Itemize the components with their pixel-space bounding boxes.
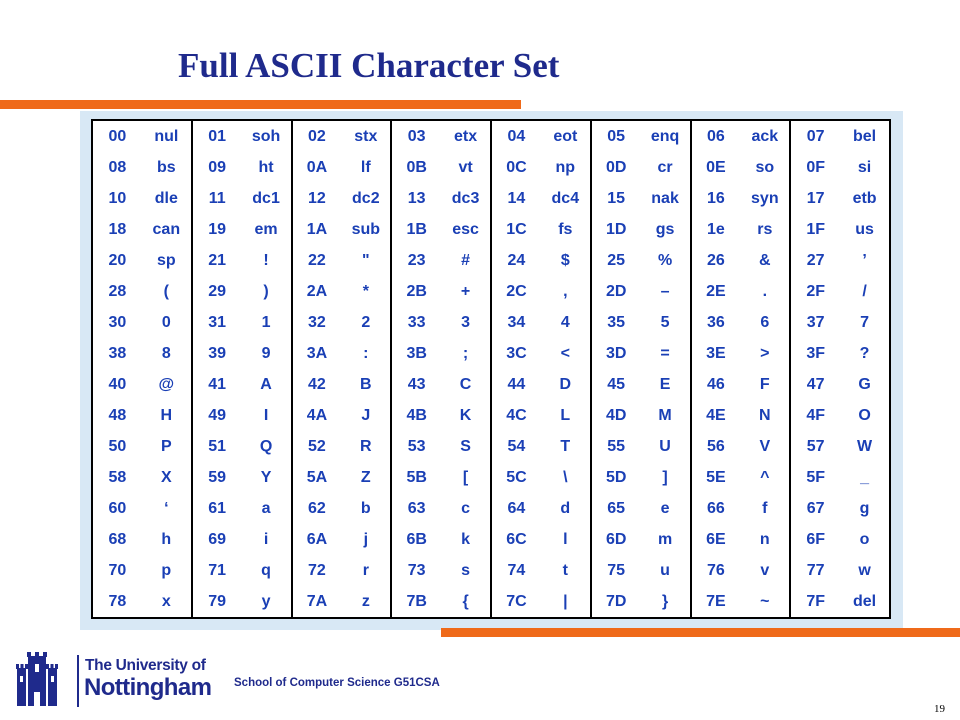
character-cell: +: [441, 276, 491, 307]
character-cell: m: [641, 524, 691, 555]
hex-code-cell: 20: [108, 251, 127, 269]
character-cell: cr: [641, 152, 691, 183]
hex-code-cell: 0D: [605, 158, 627, 176]
character-cell: g: [859, 499, 870, 517]
hex-code-cell: 0F: [806, 158, 826, 176]
character-cell: 2: [341, 307, 391, 338]
character-cell: p: [142, 555, 192, 586]
hex-code-cell: 4A: [306, 406, 328, 424]
ascii-row: [92, 400, 890, 431]
hex-code-cell: 18: [108, 220, 127, 238]
character-cell: V: [740, 431, 790, 462]
character-cell: bs: [142, 152, 192, 183]
character-cell: u: [641, 555, 691, 586]
hex-code-cell: 5A: [306, 468, 328, 486]
character-cell: H: [142, 400, 192, 431]
university-logo: [14, 652, 210, 710]
hex-code-cell: 1D: [605, 220, 627, 238]
hex-code-cell: 67: [806, 499, 825, 517]
hex-code-cell: 59: [208, 468, 227, 486]
hex-code-cell: 72: [308, 561, 326, 579]
character-cell: w: [858, 561, 871, 579]
hex-code-cell: 70: [108, 561, 127, 579]
character-cell: $: [541, 245, 591, 276]
character-cell: f: [740, 493, 790, 524]
character-cell: t: [541, 555, 591, 586]
hex-code-cell: 5D: [605, 468, 627, 486]
hex-code-cell: 6A: [306, 530, 328, 548]
hex-code-cell: 4F: [806, 406, 826, 424]
hex-code-cell: 7D: [605, 592, 627, 610]
character-cell: fs: [541, 214, 591, 245]
ascii-row: [92, 152, 890, 183]
hex-code-cell: 3D: [605, 344, 627, 362]
hex-code-cell: 0A: [306, 158, 328, 176]
hex-code-cell: 39: [208, 344, 227, 362]
logo-line-2: Nottingham: [84, 674, 212, 701]
character-cell: –: [641, 276, 691, 307]
character-cell: np: [541, 152, 591, 183]
ascii-table-frame: [80, 111, 903, 630]
hex-code-cell: 77: [806, 561, 825, 579]
character-cell: ,: [541, 276, 591, 307]
character-cell: X: [142, 462, 192, 493]
character-cell: B: [341, 369, 391, 400]
character-cell: c: [441, 493, 491, 524]
character-cell: soh: [242, 120, 292, 152]
character-cell: |: [541, 586, 591, 618]
character-cell: sub: [341, 214, 391, 245]
character-cell: d: [541, 493, 591, 524]
hex-code-cell: 65: [607, 499, 626, 517]
ascii-row: [92, 245, 890, 276]
hex-code-cell: 31: [208, 313, 227, 331]
character-cell: J: [341, 400, 391, 431]
character-cell: o: [859, 530, 870, 548]
hex-code-cell: 1A: [306, 220, 328, 238]
character-cell: {: [441, 586, 491, 618]
character-cell: =: [641, 338, 691, 369]
character-cell: O: [858, 406, 871, 424]
ascii-row: [92, 586, 890, 618]
hex-code-cell: 36: [707, 313, 725, 331]
character-cell: q: [242, 555, 292, 586]
character-cell: F: [740, 369, 790, 400]
hex-code-cell: 42: [308, 375, 326, 393]
ascii-row: [92, 183, 890, 214]
hex-code-cell: 1C: [506, 220, 527, 238]
ascii-row: [92, 524, 890, 555]
hex-code-cell: 1B: [406, 220, 427, 238]
character-cell: syn: [740, 183, 790, 214]
character-cell: k: [441, 524, 491, 555]
character-cell: E: [641, 369, 691, 400]
hex-code-cell: 45: [607, 375, 626, 393]
character-cell: lf: [341, 152, 391, 183]
hex-code-cell: 54: [507, 437, 526, 455]
hex-code-cell: 22: [308, 251, 326, 269]
hex-code-cell: 2D: [605, 282, 627, 300]
character-cell: ): [242, 276, 292, 307]
character-cell: _: [860, 468, 870, 486]
character-cell: dc3: [441, 183, 491, 214]
hex-code-cell: 43: [407, 375, 426, 393]
character-cell: l: [541, 524, 591, 555]
character-cell: stx: [341, 120, 391, 152]
character-cell: esc: [441, 214, 491, 245]
hex-code-cell: 15: [607, 189, 626, 207]
character-cell: ": [341, 245, 391, 276]
character-cell: }: [641, 586, 691, 618]
hex-code-cell: 3C: [506, 344, 527, 362]
character-cell: enq: [641, 120, 691, 152]
logo-divider: [77, 655, 79, 707]
hex-code-cell: 78: [108, 592, 127, 610]
hex-code-cell: 2C: [506, 282, 527, 300]
hex-code-cell: 7E: [706, 592, 726, 610]
hex-code-cell: 56: [707, 437, 725, 455]
hex-code-cell: 68: [108, 530, 127, 548]
character-cell: (: [142, 276, 192, 307]
hex-code-cell: 07: [806, 127, 825, 145]
character-cell: <: [541, 338, 591, 369]
character-cell: a: [242, 493, 292, 524]
hex-code-cell: 13: [407, 189, 426, 207]
character-cell: em: [242, 214, 292, 245]
hex-code-cell: 17: [806, 189, 825, 207]
hex-code-cell: 7F: [806, 592, 826, 610]
hex-code-cell: 58: [108, 468, 127, 486]
character-cell: 0: [142, 307, 192, 338]
character-cell: gs: [641, 214, 691, 245]
hex-code-cell: 14: [507, 189, 526, 207]
character-cell: sp: [142, 245, 192, 276]
hex-code-cell: 28: [108, 282, 127, 300]
ascii-row: [92, 493, 890, 524]
hex-code-cell: 7B: [406, 592, 427, 610]
character-cell: i: [242, 524, 292, 555]
hex-code-cell: 4C: [506, 406, 527, 424]
character-cell: x: [142, 586, 192, 618]
hex-code-cell: 21: [208, 251, 227, 269]
hex-code-cell: 55: [607, 437, 626, 455]
hex-code-cell: 1e: [707, 220, 725, 238]
character-cell: z: [341, 586, 391, 618]
hex-code-cell: 62: [308, 499, 326, 517]
character-cell: S: [441, 431, 491, 462]
character-cell: U: [641, 431, 691, 462]
hex-code-cell: 69: [208, 530, 227, 548]
hex-code-cell: 61: [208, 499, 227, 517]
character-cell: :: [341, 338, 391, 369]
character-cell: v: [740, 555, 790, 586]
hex-code-cell: 02: [308, 127, 326, 145]
hex-code-cell: 38: [108, 344, 127, 362]
hex-code-cell: 40: [108, 375, 127, 393]
castle-crest-icon: [14, 652, 60, 708]
character-cell: T: [541, 431, 591, 462]
hex-code-cell: 73: [407, 561, 426, 579]
hex-code-cell: 50: [108, 437, 127, 455]
hex-code-cell: 5B: [406, 468, 427, 486]
character-cell: @: [142, 369, 192, 400]
hex-code-cell: 26: [707, 251, 725, 269]
character-cell: etx: [441, 120, 491, 152]
character-cell: W: [857, 437, 873, 455]
character-cell: n: [740, 524, 790, 555]
hex-code-cell: 11: [208, 189, 226, 207]
character-cell: 7: [860, 313, 870, 331]
character-cell: *: [341, 276, 391, 307]
character-cell: ;: [441, 338, 491, 369]
character-cell: K: [441, 400, 491, 431]
ascii-table: [91, 119, 891, 619]
hex-code-cell: 03: [407, 127, 426, 145]
character-cell: C: [441, 369, 491, 400]
hex-code-cell: 23: [407, 251, 426, 269]
character-cell: ’: [862, 251, 867, 269]
character-cell: e: [641, 493, 691, 524]
character-cell: del: [853, 592, 877, 610]
character-cell: 4: [541, 307, 591, 338]
character-cell: 5: [641, 307, 691, 338]
hex-code-cell: 75: [607, 561, 626, 579]
character-cell: s: [441, 555, 491, 586]
character-cell: G: [858, 375, 871, 393]
footer-course-label: School of Computer Science G51CSA: [234, 677, 440, 689]
hex-code-cell: 6D: [605, 530, 627, 548]
hex-code-cell: 30: [108, 313, 127, 331]
hex-code-cell: 09: [208, 158, 227, 176]
character-cell: bel: [853, 127, 877, 145]
character-cell: 1: [242, 307, 292, 338]
ascii-row: [92, 369, 890, 400]
character-cell: eot: [541, 120, 591, 152]
character-cell: M: [641, 400, 691, 431]
hex-code-cell: 4B: [406, 406, 427, 424]
hex-code-cell: 12: [308, 189, 326, 207]
character-cell: 6: [740, 307, 790, 338]
hex-code-cell: 6F: [806, 530, 826, 548]
hex-code-cell: 00: [108, 127, 127, 145]
hex-code-cell: 66: [707, 499, 725, 517]
character-cell: !: [242, 245, 292, 276]
hex-code-cell: 63: [407, 499, 426, 517]
hex-code-cell: 34: [507, 313, 526, 331]
character-cell: ack: [740, 120, 790, 152]
hex-code-cell: 64: [507, 499, 526, 517]
hex-code-cell: 04: [507, 127, 526, 145]
character-cell: rs: [740, 214, 790, 245]
character-cell: j: [341, 524, 391, 555]
character-cell: ~: [740, 586, 790, 618]
hex-code-cell: 01: [208, 127, 227, 145]
character-cell: us: [855, 220, 874, 238]
character-cell: b: [341, 493, 391, 524]
character-cell: dle: [142, 183, 192, 214]
hex-code-cell: 2E: [706, 282, 726, 300]
hex-code-cell: 1F: [806, 220, 826, 238]
hex-code-cell: 2B: [406, 282, 427, 300]
character-cell: 9: [242, 338, 292, 369]
hex-code-cell: 49: [208, 406, 227, 424]
character-cell: ^: [740, 462, 790, 493]
hex-code-cell: 3E: [706, 344, 726, 362]
character-cell: Z: [341, 462, 391, 493]
ascii-row: [92, 431, 890, 462]
hex-code-cell: 0B: [406, 158, 427, 176]
hex-code-cell: 79: [208, 592, 227, 610]
character-cell: 8: [142, 338, 192, 369]
character-cell: D: [541, 369, 591, 400]
hex-code-cell: 7C: [506, 592, 527, 610]
slide-title: Full ASCII Character Set: [178, 46, 560, 85]
hex-code-cell: 74: [507, 561, 526, 579]
hex-code-cell: 08: [108, 158, 127, 176]
character-cell: R: [341, 431, 391, 462]
ascii-row: [92, 462, 890, 493]
character-cell: ht: [242, 152, 292, 183]
character-cell: etb: [852, 189, 877, 207]
hex-code-cell: 32: [308, 313, 326, 331]
character-cell: ‘: [142, 493, 192, 524]
character-cell: r: [341, 555, 391, 586]
hex-code-cell: 24: [507, 251, 526, 269]
hex-code-cell: 57: [806, 437, 825, 455]
character-cell: h: [142, 524, 192, 555]
hex-code-cell: 52: [308, 437, 326, 455]
hex-code-cell: 33: [407, 313, 426, 331]
character-cell: P: [142, 431, 192, 462]
character-cell: %: [641, 245, 691, 276]
top-accent-bar: [0, 100, 521, 109]
hex-code-cell: 7A: [306, 592, 328, 610]
character-cell: .: [740, 276, 790, 307]
hex-code-cell: 46: [707, 375, 725, 393]
character-cell: I: [242, 400, 292, 431]
hex-code-cell: 48: [108, 406, 127, 424]
hex-code-cell: 53: [407, 437, 426, 455]
character-cell: can: [142, 214, 192, 245]
ascii-row: [92, 276, 890, 307]
ascii-row: [92, 338, 890, 369]
character-cell: N: [740, 400, 790, 431]
character-cell: [: [441, 462, 491, 493]
hex-code-cell: 47: [806, 375, 825, 393]
hex-code-cell: 5E: [706, 468, 726, 486]
character-cell: dc2: [341, 183, 391, 214]
hex-code-cell: 06: [707, 127, 725, 145]
hex-code-cell: 3A: [306, 344, 328, 362]
hex-code-cell: 37: [806, 313, 825, 331]
hex-code-cell: 6B: [406, 530, 427, 548]
hex-code-cell: 4E: [706, 406, 726, 424]
hex-code-cell: 3B: [406, 344, 427, 362]
character-cell: ]: [641, 462, 691, 493]
logo-line-1: The University of: [85, 657, 206, 674]
hex-code-cell: 4D: [605, 406, 627, 424]
character-cell: >: [740, 338, 790, 369]
hex-code-cell: 6C: [506, 530, 527, 548]
hex-code-cell: 16: [707, 189, 725, 207]
character-cell: si: [857, 158, 872, 176]
character-cell: Y: [242, 462, 292, 493]
character-cell: y: [242, 586, 292, 618]
hex-code-cell: 2A: [306, 282, 328, 300]
hex-code-cell: 2F: [806, 282, 826, 300]
character-cell: dc1: [242, 183, 292, 214]
character-cell: nak: [641, 183, 691, 214]
hex-code-cell: 60: [108, 499, 127, 517]
hex-code-cell: 29: [208, 282, 227, 300]
ascii-row: [92, 307, 890, 338]
character-cell: /: [862, 282, 867, 300]
character-cell: A: [242, 369, 292, 400]
hex-code-cell: 25: [607, 251, 626, 269]
character-cell: \: [541, 462, 591, 493]
character-cell: ?: [859, 344, 870, 362]
hex-code-cell: 0C: [506, 158, 527, 176]
page-number: 19: [934, 703, 945, 715]
ascii-table-body: [92, 120, 890, 618]
hex-code-cell: 76: [707, 561, 725, 579]
character-cell: &: [740, 245, 790, 276]
hex-code-cell: 10: [108, 189, 127, 207]
ascii-row: [92, 555, 890, 586]
character-cell: dc4: [541, 183, 591, 214]
character-cell: L: [541, 400, 591, 431]
hex-code-cell: 0E: [706, 158, 726, 176]
character-cell: 3: [441, 307, 491, 338]
hex-code-cell: 71: [208, 561, 227, 579]
ascii-row: [92, 120, 890, 152]
hex-code-cell: 6E: [706, 530, 726, 548]
hex-code-cell: 41: [208, 375, 227, 393]
character-cell: Q: [242, 431, 292, 462]
hex-code-cell: 44: [507, 375, 526, 393]
ascii-row: [92, 214, 890, 245]
hex-code-cell: 05: [607, 127, 626, 145]
hex-code-cell: 3F: [806, 344, 826, 362]
hex-code-cell: 51: [208, 437, 227, 455]
character-cell: nul: [142, 120, 192, 152]
character-cell: vt: [441, 152, 491, 183]
hex-code-cell: 27: [806, 251, 825, 269]
bottom-accent-bar: [441, 628, 960, 637]
hex-code-cell: 19: [208, 220, 227, 238]
hex-code-cell: 35: [607, 313, 626, 331]
character-cell: so: [740, 152, 790, 183]
character-cell: #: [441, 245, 491, 276]
hex-code-cell: 5F: [806, 468, 826, 486]
hex-code-cell: 5C: [506, 468, 527, 486]
